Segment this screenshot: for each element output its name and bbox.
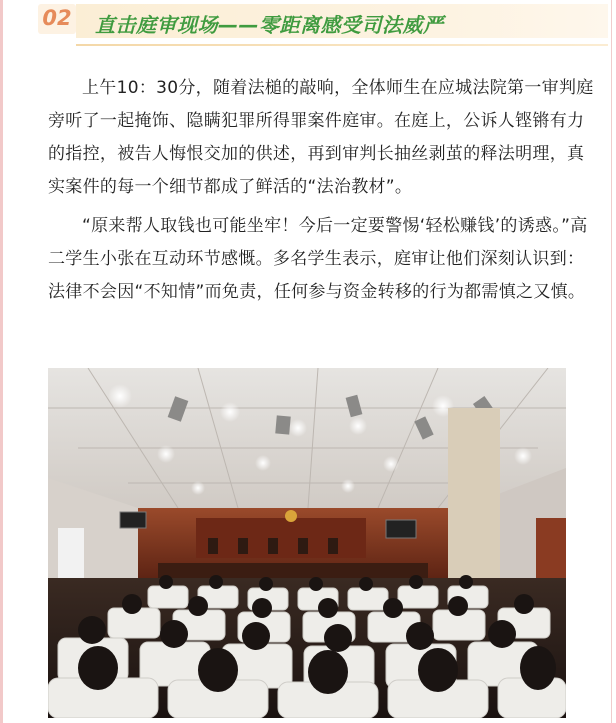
paragraph-2: “原来帮人取钱也可能坐牢！今后一定要警惕‘轻松赚钱’的诱惑。”高二学生小张在互动环节感慨。多名学生表示，庭审让他们深刻认识到：法律不会因“不知情”而免责，任何参与资金转移的行为都需慎之又慎。 bbox=[48, 216, 588, 302]
left-border bbox=[0, 0, 3, 723]
section-underline bbox=[76, 44, 608, 46]
right-border bbox=[611, 0, 616, 723]
section-title: 直击庭审现场——零距离感受司法威严 bbox=[95, 13, 444, 37]
courtroom-photo-drawing bbox=[48, 368, 566, 718]
section-number: 02 bbox=[42, 6, 72, 30]
courtroom-photo bbox=[48, 368, 566, 718]
paragraph-1: 上午10：30分，随着法槌的敲响，全体师生在应城法院第一审判庭旁听了一起掩饰、隐瞒犯罪所得罪案件庭审。在庭上，公诉人铿锵有力的指控，被告人悔恨交加的供述，再到审判长抽丝剥茧的释法明理，真实案件的每一个细节都成了鲜活的“法治教材”。 bbox=[48, 78, 594, 197]
